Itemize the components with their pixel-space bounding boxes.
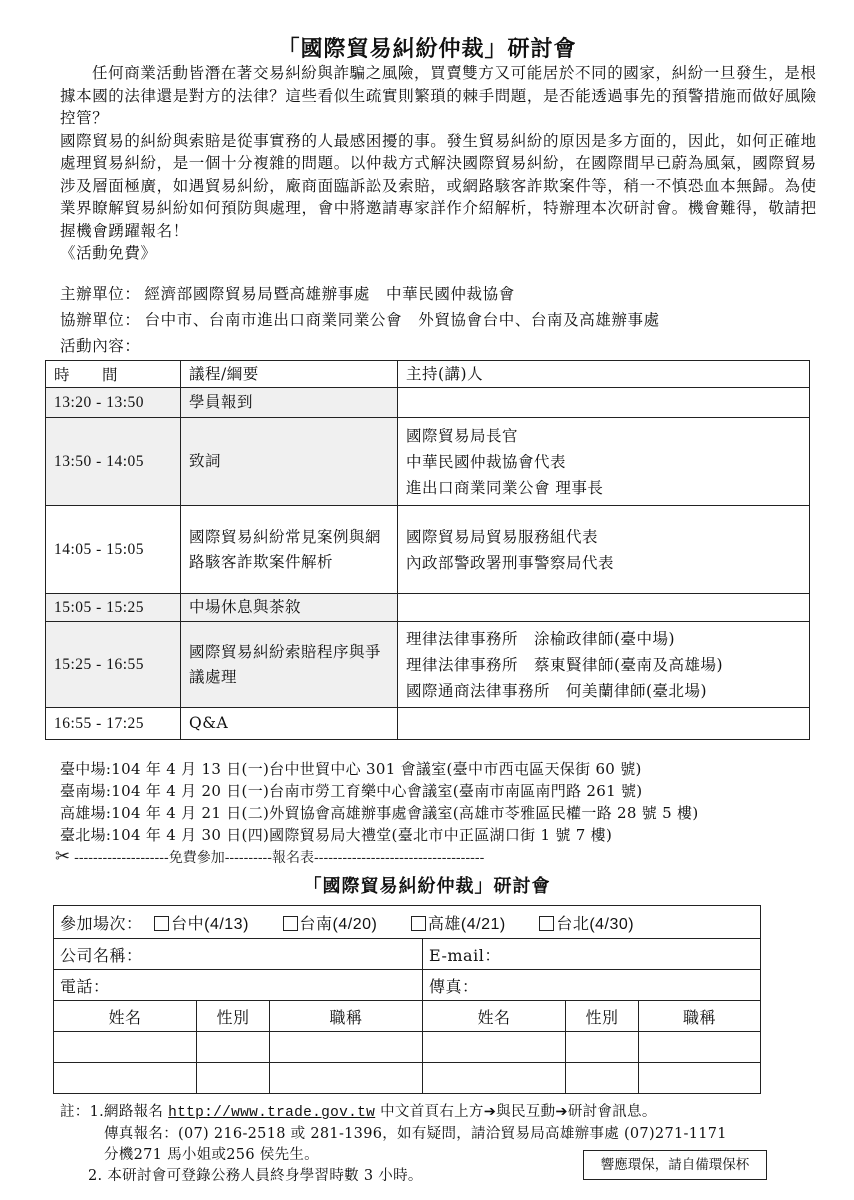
host-name: 理律法律事務所 蔡東賢律師(臺南及高雄場) xyxy=(406,655,724,674)
venue-item: 高雄場:104 年 4 月 21 日(二)外貿協會高雄辦事處會議室(高雄市苓雅區民權一路 28 號 5 樓) xyxy=(60,804,699,822)
free-event-note: 《活動免費》 xyxy=(60,244,157,262)
co-organizers xyxy=(60,308,820,330)
host-name: 國際貿易局長官 xyxy=(406,426,519,445)
col-name: 姓名 xyxy=(423,1001,566,1032)
host-name: 國際通商法律事務所 何美蘭律師(臺北場) xyxy=(406,681,708,700)
header-time: 時 間 xyxy=(46,361,181,388)
attendee-title-input[interactable] xyxy=(270,1063,423,1094)
attendee-name-input[interactable] xyxy=(423,1032,566,1063)
attendee-header-row xyxy=(54,1001,761,1032)
attendee-row xyxy=(54,1063,761,1094)
attendee-row xyxy=(54,1032,761,1063)
schedule-table xyxy=(45,360,810,740)
row-agenda: 學員報到 xyxy=(181,388,398,418)
row-host xyxy=(398,506,810,594)
session-option-taipei[interactable]: 台北(4/30) xyxy=(533,916,634,933)
schedule-row xyxy=(46,388,810,418)
row-host xyxy=(398,708,810,740)
cut-line-text: --------------------免費參加----------報名表------------------------------------ xyxy=(74,850,485,866)
attendee-gender-input[interactable] xyxy=(566,1063,639,1094)
registration-link[interactable]: http://www.trade.gov.tw xyxy=(168,1105,376,1121)
row-host xyxy=(398,622,810,708)
host-name: 國際貿易局貿易服務組代表 xyxy=(406,527,599,546)
phone-row xyxy=(54,970,761,1001)
col-gender: 性別 xyxy=(197,1001,270,1032)
eco-reminder-box: 響應環保，請自備環保杯 xyxy=(583,1150,767,1180)
checkbox-icon[interactable] xyxy=(539,916,554,931)
row-host xyxy=(398,388,810,418)
registration-form xyxy=(53,905,761,1094)
schedule-header-row xyxy=(46,361,810,388)
extension-line: 分機271 馬小姐或256 侯先生。 xyxy=(104,1147,319,1163)
attendee-title-input[interactable] xyxy=(270,1032,423,1063)
host-name: 中華民國仲裁協會代表 xyxy=(406,452,567,471)
host-value: 經濟部國際貿易局暨高雄辦事處 中華民國仲裁協會 xyxy=(144,285,515,303)
intro-paragraph-1: 任何商業活動皆潛在著交易糾紛與詐騙之風險，買賣雙方又可能居於不同的國家，糾紛一旦發生，是根據本國的法律還是對方的法律？這些看似生疏實則繁瑣的棘手問題，是否能透過事先的預警措施而做好風險控管？ xyxy=(60,64,817,127)
host-name: 理律法律事務所 涂榆政律師(臺中場) xyxy=(406,629,676,648)
session-label: 參加場次： xyxy=(60,913,143,933)
row-agenda: 中場休息與茶敘 xyxy=(181,594,398,622)
attendee-gender-input[interactable] xyxy=(197,1032,270,1063)
session-cell xyxy=(54,906,761,939)
attendee-name-input[interactable] xyxy=(423,1063,566,1094)
attendee-title-input[interactable] xyxy=(639,1063,761,1094)
row-agenda: Q&A xyxy=(181,708,398,740)
row-agenda: 國際貿易糾紛常見案例與網路駭客詐欺案件解析 xyxy=(181,506,398,594)
form-title: 「國際貿易糾紛仲裁」研討會 xyxy=(303,876,551,897)
note-1: 註：1.網路報名 http://www.trade.gov.tw 中文首頁右上方➔與民互動➔研討會訊息。 xyxy=(60,1104,657,1121)
attendee-gender-input[interactable] xyxy=(566,1032,639,1063)
host-label: 主辦單位： xyxy=(60,285,141,303)
email-field[interactable]: E-mail： xyxy=(423,939,761,970)
row-host xyxy=(398,594,810,622)
col-title: 職稱 xyxy=(270,1001,423,1032)
venue-item: 臺北場:104 年 4 月 30 日(四)國際貿易局大禮堂(臺北市中正區湖口街 1 號 7 樓) xyxy=(60,826,613,844)
scissors-icon: ✂ xyxy=(55,846,71,867)
session-option-taichung[interactable]: 台中(4/13) xyxy=(148,916,249,933)
session-option-kaohsiung[interactable]: 高雄(4/21) xyxy=(405,916,506,933)
header-agenda: 議程/綱要 xyxy=(181,361,398,388)
schedule-row xyxy=(46,506,810,594)
intro-text xyxy=(60,62,820,265)
checkbox-icon[interactable] xyxy=(283,916,298,931)
page-title: 「國際貿易糾紛仲裁」研討會 xyxy=(277,36,577,62)
cut-line xyxy=(55,846,825,867)
fax-registration-line: 傳真報名：(07) 216-2518 或 281-1396，如有疑問，請洽貿易局高雄辦事處 (07)271-1171 xyxy=(104,1126,727,1142)
host-name: 內政部警政署刑事警察局代表 xyxy=(406,553,615,572)
row-time: 16:55 - 17:25 xyxy=(46,708,181,740)
schedule-row xyxy=(46,708,810,740)
row-agenda: 國際貿易糾紛索賠程序與爭議處理 xyxy=(181,622,398,708)
row-time: 14:05 - 15:05 xyxy=(46,506,181,594)
schedule-row xyxy=(46,622,810,708)
row-time: 13:20 - 13:50 xyxy=(46,388,181,418)
host-organizers xyxy=(60,282,820,304)
row-agenda: 致詞 xyxy=(181,418,398,506)
venue-item: 臺南場:104 年 4 月 20 日(一)台南市勞工育樂中心會議室(臺南市南區南門路 261 號) xyxy=(60,782,643,800)
schedule-row xyxy=(46,418,810,506)
fax-field[interactable]: 傳真： xyxy=(423,970,761,1001)
co-value: 台中市、台南市進出口商業同業公會 外貿協會台中、台南及高雄辦事處 xyxy=(144,311,660,329)
header-host: 主持(講)人 xyxy=(398,361,810,388)
col-title: 職稱 xyxy=(639,1001,761,1032)
row-time: 15:25 - 16:55 xyxy=(46,622,181,708)
attendee-name-input[interactable] xyxy=(54,1063,197,1094)
phone-field[interactable]: 電話： xyxy=(54,970,423,1001)
note-2: 2. 本研討會可登錄公務人員終身學習時數 3 小時。 xyxy=(88,1168,423,1184)
session-row xyxy=(54,906,761,939)
company-row xyxy=(54,939,761,970)
row-time: 13:50 - 14:05 xyxy=(46,418,181,506)
intro-paragraph-2: 國際貿易的糾紛與索賠是從事實務的人最感困擾的事。發生貿易糾紛的原因是多方面的，因此，如何正確地處理貿易糾紛，是一個十分複雜的問題。以仲裁方式解決國際貿易糾紛，在國際間早已蔚為風氣，國際貿易涉及層面極廣，如遇貿易糾紛，廠商面臨訴訟及索賠，或網路駭客詐欺案件等，稍一不慎恐血本無歸。為使業界瞭解貿易糾紛如何預防與處理，會中將邀請專家詳作介紹解析，特辦理本次研討會。機會難得，敬請把握機會踴躍報名！ xyxy=(60,131,817,240)
col-name: 姓名 xyxy=(54,1001,197,1032)
attendee-title-input[interactable] xyxy=(639,1032,761,1063)
venue-list xyxy=(60,758,840,846)
host-name: 進出口商業同業公會 理事長 xyxy=(406,478,604,497)
row-host xyxy=(398,418,810,506)
company-field[interactable]: 公司名稱： xyxy=(54,939,423,970)
attendee-name-input[interactable] xyxy=(54,1032,197,1063)
co-label: 協辦單位： xyxy=(60,311,141,329)
session-option-tainan[interactable]: 台南(4/20) xyxy=(277,916,378,933)
row-time: 15:05 - 15:25 xyxy=(46,594,181,622)
schedule-row xyxy=(46,594,810,622)
checkbox-icon[interactable] xyxy=(154,916,169,931)
col-gender: 性別 xyxy=(566,1001,639,1032)
venue-item: 臺中場:104 年 4 月 13 日(一)台中世貿中心 301 會議室(臺中市西屯區天保街 60 號) xyxy=(60,760,642,778)
content-label: 活動內容： xyxy=(60,337,141,355)
checkbox-icon[interactable] xyxy=(411,916,426,931)
attendee-gender-input[interactable] xyxy=(197,1063,270,1094)
